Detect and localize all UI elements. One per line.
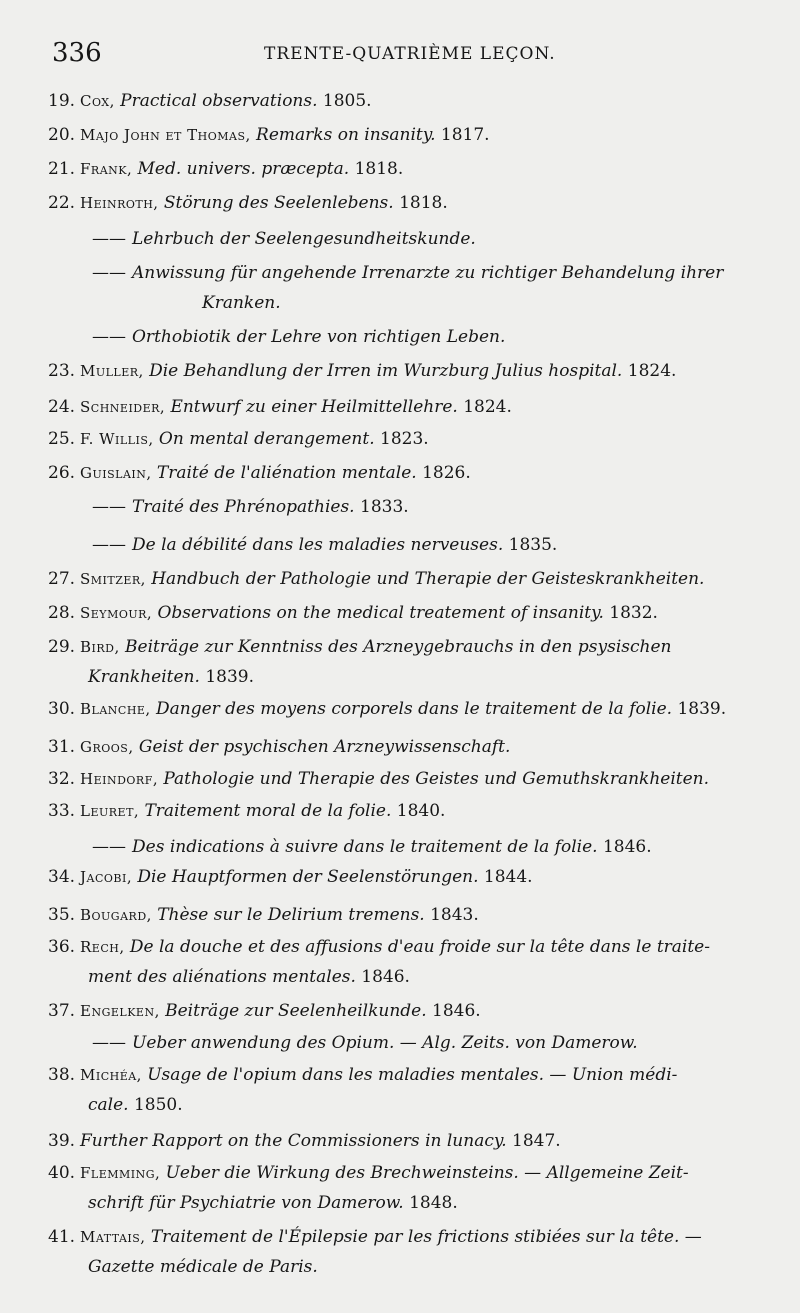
entry-author: Groos, <box>80 738 139 756</box>
bibliography-entry <box>48 764 763 794</box>
entry-year: 1824. <box>463 397 512 417</box>
entry-title: Ueber die Wirkung des Brechweinsteins. — Allgemeine Zeit- <box>165 1163 689 1183</box>
entry-author: Smitzer, <box>80 570 152 588</box>
bibliography-entry <box>48 188 763 218</box>
bibliography-subentry <box>92 1028 762 1058</box>
entry-title: Anwissung für angehende Irrenarzte zu richtiger Behandelung ihrer <box>132 263 724 283</box>
entry-title: Die Hauptformen der Seelenstörungen. <box>137 867 484 887</box>
entry-author: Guislain, <box>80 464 157 482</box>
entry-number: 40. <box>48 1163 76 1183</box>
entry-year: 1846. <box>432 1001 481 1021</box>
bibliography-entry <box>48 1222 763 1282</box>
entry-title: Orthobiotik der Lehre von richtigen Leben. <box>132 327 506 347</box>
entry-year: 1818. <box>399 193 448 213</box>
bibliography-subentry <box>92 530 762 560</box>
bibliography-entry <box>48 932 763 992</box>
entry-title: Des indications à suivre dans le traitement de la folie. <box>132 837 603 857</box>
entry-title-continued: Kranken. <box>202 293 281 313</box>
bibliography-entry <box>48 564 763 594</box>
entry-year: 1826. <box>422 463 471 483</box>
bibliography-entry <box>48 996 763 1026</box>
bibliography-subentry <box>92 258 762 318</box>
entry-year: 1846. <box>361 967 410 987</box>
entry-title: Practical observations. <box>120 91 323 111</box>
bibliography-entry <box>48 356 763 386</box>
ditto-dash: —— <box>92 497 126 517</box>
entry-number: 25. <box>48 429 76 449</box>
entry-author: F. Willis, <box>80 430 159 448</box>
entry-title: De la débilité dans les maladies nerveuses. <box>132 535 509 555</box>
entry-continuation <box>92 288 762 318</box>
entry-title: De la douche et des affusions d'eau froide sur la tête dans le traite- <box>129 937 710 957</box>
entry-year: 1805. <box>322 91 372 111</box>
entry-title: Lehrbuch der Seelengesundheitskunde. <box>132 229 476 249</box>
entry-author: Majo John et Thomas, <box>80 126 257 144</box>
ditto-dash: —— <box>92 1033 126 1053</box>
entry-number: 22. <box>48 193 76 213</box>
entry-number: 31. <box>48 737 76 757</box>
entry-year: 1840. <box>396 801 446 821</box>
entry-year: 1843. <box>430 905 479 925</box>
entry-title-continued: cale. <box>88 1095 134 1115</box>
bibliography-entry <box>48 458 763 488</box>
entry-author: Mattais, <box>80 1228 151 1246</box>
bibliography-entry <box>48 632 763 692</box>
entry-title: Die Behandlung der Irren im Wurzburg Julius hospital. <box>149 361 628 381</box>
bibliography-entry <box>48 796 763 826</box>
bibliography-entry <box>48 862 763 892</box>
entry-author: Frank, <box>80 160 138 178</box>
entry-title: Entwurf zu einer Heilmittellehre. <box>170 397 464 417</box>
entry-title: Geist der psychischen Arzneywissenschaft. <box>138 737 511 757</box>
entry-author: Rech, <box>80 938 130 956</box>
ditto-dash: —— <box>92 229 126 249</box>
entry-number: 39. <box>48 1131 76 1151</box>
entry-title: Traitement de l'Épilepsie par les frictions stibiées sur la tête. — <box>150 1227 702 1247</box>
entry-number: 37. <box>48 1001 76 1021</box>
entry-title: On mental derangement. <box>158 429 380 449</box>
bibliography-entry <box>48 86 763 116</box>
entry-title: Remarks on insanity. <box>256 125 441 145</box>
entry-title: Observations on the medical treatement of insanity. <box>157 603 610 623</box>
entry-title: Traitement moral de la folie. <box>144 801 397 821</box>
entry-continuation <box>48 1090 763 1120</box>
entry-title: Med. univers. præcepta. <box>137 159 355 179</box>
entry-continuation <box>48 1252 763 1282</box>
entry-number: 21. <box>48 159 76 179</box>
entry-title-continued: Krankheiten. <box>88 667 206 687</box>
bibliography-subentry <box>92 322 762 352</box>
entry-author: Cox, <box>80 92 121 110</box>
entry-number: 36. <box>48 937 76 957</box>
entry-author: Schneider, <box>80 398 171 416</box>
bibliography-subentry <box>92 832 762 862</box>
entry-number: 35. <box>48 905 76 925</box>
entry-number: 38. <box>48 1065 76 1085</box>
ditto-dash: —— <box>92 327 126 347</box>
entry-title-continued: Gazette médicale de Paris. <box>88 1257 318 1277</box>
entry-title: Thèse sur le Delirium tremens. <box>157 905 431 925</box>
entry-continuation <box>48 662 763 692</box>
entry-year: 1839. <box>205 667 254 687</box>
entry-year: 1817. <box>440 125 490 145</box>
entry-number: 24. <box>48 397 76 417</box>
bibliography-entry <box>48 120 763 150</box>
entry-number: 29. <box>48 637 76 657</box>
entry-number: 32. <box>48 769 76 789</box>
entry-continuation <box>48 962 763 992</box>
entry-author: Bird, <box>80 638 126 656</box>
entry-title: Pathologie und Therapie des Geistes und Gemuthskrankheiten. <box>163 769 710 789</box>
entry-author: Muller, <box>80 362 150 380</box>
entry-author: Flemming, <box>80 1164 166 1182</box>
page-number: 336 <box>52 38 102 68</box>
bibliography-entry <box>48 598 763 628</box>
entry-title: Störung des Seelenlebens. <box>163 193 400 213</box>
entry-author: Bougard, <box>80 906 158 924</box>
entry-title-continued: ment des aliénations mentales. <box>88 967 362 987</box>
entry-year: 1824. <box>627 361 677 381</box>
bibliography-entry <box>48 154 763 184</box>
bibliography-entry <box>48 900 763 930</box>
entry-number: 30. <box>48 699 76 719</box>
entry-year: 1847. <box>512 1131 561 1151</box>
entry-author: Seymour, <box>80 604 158 622</box>
entry-number: 41. <box>48 1227 76 1247</box>
bibliography-entry <box>48 1158 763 1218</box>
entry-number: 28. <box>48 603 76 623</box>
bibliography-entry <box>48 1126 763 1156</box>
entry-year: 1823. <box>380 429 429 449</box>
entry-number: 33. <box>48 801 76 821</box>
entry-year: 1818. <box>354 159 404 179</box>
ditto-dash: —— <box>92 837 126 857</box>
entry-continuation <box>48 1188 763 1218</box>
entry-number: 20. <box>48 125 76 145</box>
entry-number: 26. <box>48 463 76 483</box>
entry-year: 1833. <box>360 497 409 517</box>
entry-author: Blanche, <box>80 700 156 718</box>
entry-author: Engelken, <box>80 1002 166 1020</box>
entry-author: Leuret, <box>80 802 145 820</box>
entry-title: Handbuch der Pathologie und Therapie der Geisteskrankheiten. <box>151 569 705 589</box>
bibliography-entry <box>48 732 763 762</box>
entry-number: 34. <box>48 867 76 887</box>
entry-title-continued: schrift für Psychiatrie von Damerow. <box>88 1193 410 1213</box>
entry-title: Traité des Phrénopathies. <box>132 497 360 517</box>
entry-author: Michéa, <box>80 1066 148 1084</box>
entry-author: Heindorf, <box>80 770 164 788</box>
entry-year: 1839. <box>677 699 727 719</box>
ditto-dash: —— <box>92 535 126 555</box>
entry-title: Beiträge zur Seelenheilkunde. <box>165 1001 433 1021</box>
entry-title: Further Rapport on the Commissioners in lunacy. <box>80 1131 512 1151</box>
ditto-dash: —— <box>92 263 126 283</box>
entry-title: Beiträge zur Kenntniss des Arzneygebrauchs in den psysischen <box>125 637 672 657</box>
bibliography-entry <box>48 1060 763 1120</box>
entry-author: Jacobi, <box>80 868 138 886</box>
entry-year: 1832. <box>609 603 658 623</box>
entry-number: 23. <box>48 361 76 381</box>
running-head: TRENTE-QUATRIÈME LEÇON. <box>264 44 556 64</box>
entry-year: 1850. <box>133 1095 183 1115</box>
entry-title: Usage de l'opium dans les maladies mentales. — Union médi- <box>147 1065 678 1085</box>
bibliography-subentry <box>92 224 762 254</box>
bibliography-entry <box>48 694 763 724</box>
entry-year: 1835. <box>508 535 558 555</box>
bibliography-entry <box>48 424 763 454</box>
page-header <box>52 38 752 78</box>
entry-year: 1846. <box>602 837 652 857</box>
entry-title: Ueber anwendung des Opium. — Alg. Zeits. von Damerow. <box>132 1033 638 1053</box>
bibliography-subentry <box>92 492 762 522</box>
bibliography-entry <box>48 392 763 422</box>
entry-number: 19. <box>48 91 76 111</box>
entry-number: 27. <box>48 569 76 589</box>
entry-title: Traité de l'aliénation mentale. <box>156 463 423 483</box>
entry-title: Danger des moyens corporels dans le traitement de la folie. <box>155 699 678 719</box>
entry-year: 1844. <box>483 867 533 887</box>
entry-author: Heinroth, <box>80 194 164 212</box>
entry-year: 1848. <box>409 1193 458 1213</box>
